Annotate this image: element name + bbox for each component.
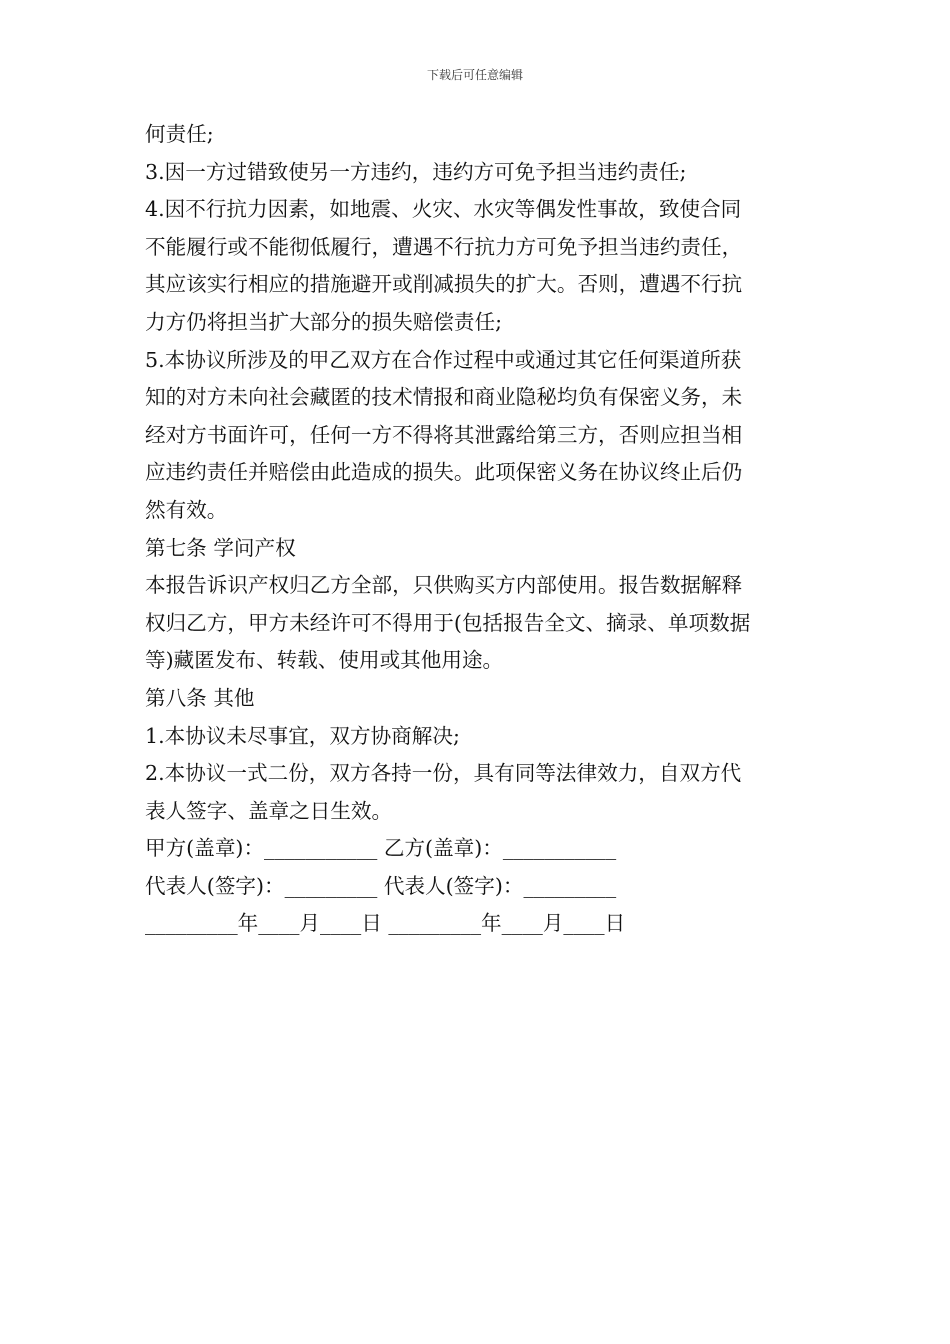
text-line-7: 5.本协议所涉及的甲乙双方在合作过程中或通过其它任何渠道所获 [145,347,742,372]
text-line-4: 不能履行或不能彻低履行，遭遇不行抗力方可免予担当违约责任， [145,234,743,259]
text-line-6: 力方仍将担当扩大部分的损失赔偿责任; [145,309,503,334]
text-line-2: 3.因一方过错致使另一方违约，违约方可免予担当违约责任; [145,159,687,184]
text-line-5: 其应该实行相应的措施避开或削减损失的扩大。否则，遭遇不行抗 [145,272,743,297]
signature-seal-line: 甲方(盖章)：___________ 乙方(盖章)：___________ [145,836,617,861]
text-line-17: 1.本协议未尽事宜，双方协商解决; [145,723,460,748]
section-heading-8: 第八条 其他 [145,685,255,710]
section-heading-7: 第七条 学问产权 [145,535,296,560]
text-line-19: 表人签字、盖章之日生效。 [145,798,393,823]
text-line-3: 4.因不行抗力因素，如地震、火灾、水灾等偶发性事故，致使合同 [145,197,742,222]
text-line-13: 本报告诉识产权归乙方全部，只供购买方内部使用。报告数据解释 [145,573,743,598]
text-line-10: 应违约责任并赔偿由此造成的损失。此项保密义务在协议终止后仍 [145,460,743,485]
text-line-1: 何责任; [145,122,214,146]
text-line-8: 知的对方未向社会藏匿的技术情报和商业隐秘均负有保密义务，未 [145,385,743,410]
signature-date-line: _________年____月____日 _________年____月____日 [145,911,626,936]
text-line-9: 经对方书面许可，任何一方不得将其泄露给第三方，否则应担当相 [145,422,743,447]
text-line-14: 权归乙方，甲方未经许可不得用于(包括报告全文、摘录、单项数据 [145,610,751,635]
page-header: 下载后可任意编辑 [426,68,523,82]
text-line-18: 2.本协议一式二份，双方各持一份，具有同等法律效力，自双方代 [145,761,742,786]
document-body [145,116,807,943]
signature-rep-line: 代表人(签字)：_________ 代表人(签字)：_________ [145,873,617,898]
text-line-11: 然有效。 [145,497,228,522]
text-line-15: 等)藏匿发布、转载、使用或其他用途。 [145,648,504,673]
